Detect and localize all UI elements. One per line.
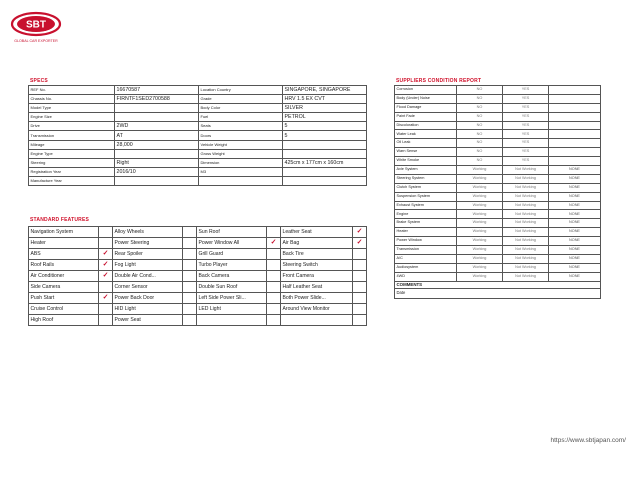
condition-row	[395, 130, 601, 139]
condition-option: Working	[457, 254, 503, 263]
standard-features-title: STANDARD FEATURES	[30, 217, 90, 223]
check-cell	[99, 282, 113, 293]
feature-name: Both Power Slide...	[281, 293, 353, 304]
condition-option: YES	[503, 103, 549, 112]
condition-row	[395, 210, 601, 219]
spec-label: REF No.	[29, 86, 115, 95]
check-cell	[353, 249, 367, 260]
spec-label: M3	[199, 167, 283, 176]
check-cell	[267, 315, 281, 326]
condition-option: NO	[457, 157, 503, 166]
condition-row	[395, 192, 601, 201]
spec-value: SILVER	[283, 104, 367, 113]
check-cell	[99, 238, 113, 249]
feature-row	[29, 271, 367, 282]
feature-row	[29, 249, 367, 260]
spec-value: SINGAPORE, SINGAPORE	[283, 86, 367, 95]
condition-option: NONE	[549, 228, 601, 237]
condition-label: Corrosion	[395, 86, 457, 95]
condition-option: NO	[457, 121, 503, 130]
check-cell	[267, 282, 281, 293]
feature-name: Heater	[29, 238, 99, 249]
condition-option: NONE	[549, 210, 601, 219]
spec-label: Engine Size	[29, 113, 115, 122]
spec-label: Vehicle Weight	[199, 140, 283, 149]
logo-text: SBT	[26, 19, 46, 31]
condition-label: Audiosystem	[395, 263, 457, 272]
feature-name: Sun Roof	[197, 227, 267, 238]
condition-label: 4WD	[395, 272, 457, 281]
specs-row	[29, 113, 367, 122]
condition-label: Clutch System	[395, 183, 457, 192]
check-cell	[183, 227, 197, 238]
spec-label: Chassis No.	[29, 95, 115, 104]
condition-option: NONE	[549, 174, 601, 183]
condition-option: Working	[457, 219, 503, 228]
spec-label: Steering	[29, 158, 115, 167]
feature-row	[29, 227, 367, 238]
check-cell	[183, 282, 197, 293]
condition-row	[395, 86, 601, 95]
date-field: Date	[395, 288, 601, 298]
feature-name: Fog Light	[113, 260, 183, 271]
specs-row	[29, 158, 367, 167]
condition-option: Working	[457, 272, 503, 281]
spec-value	[283, 176, 367, 185]
condition-option: YES	[503, 112, 549, 121]
condition-row	[395, 201, 601, 210]
condition-option: Not Working	[503, 201, 549, 210]
empty-cell	[549, 103, 601, 112]
check-cell	[183, 293, 197, 304]
spec-value: 5	[283, 131, 367, 140]
feature-name: Half Leather Seat	[281, 282, 353, 293]
spec-label: Model Type	[29, 104, 115, 113]
specs-row	[29, 131, 367, 140]
spec-value	[115, 149, 199, 158]
spec-value: 16670587	[115, 86, 199, 95]
check-cell	[353, 271, 367, 282]
condition-option: Working	[457, 210, 503, 219]
check-cell	[353, 260, 367, 271]
spec-value	[283, 167, 367, 176]
feature-name: Cruise Control	[29, 304, 99, 315]
condition-label: Power Window	[395, 237, 457, 246]
condition-label: Body (Under) Noise	[395, 94, 457, 103]
condition-option: NO	[457, 148, 503, 157]
check-cell	[183, 260, 197, 271]
condition-label: Transmission	[395, 246, 457, 255]
feature-name: Air Bag	[281, 238, 353, 249]
condition-option: NO	[457, 86, 503, 95]
condition-label: Paint Fade	[395, 112, 457, 121]
specs-row	[29, 104, 367, 113]
condition-option: Not Working	[503, 192, 549, 201]
spec-label: Fuel	[199, 113, 283, 122]
spec-label: Grade	[199, 95, 283, 104]
condition-row	[395, 254, 601, 263]
condition-label: Brake System	[395, 219, 457, 228]
feature-name: Turbo Player	[197, 260, 267, 271]
condition-label: Flood Damage	[395, 103, 457, 112]
condition-option: YES	[503, 94, 549, 103]
condition-row	[395, 139, 601, 148]
spec-label: Transmission	[29, 131, 115, 140]
feature-row	[29, 315, 367, 326]
sbt-logo	[8, 8, 64, 48]
standard-features-table	[28, 226, 367, 326]
feature-name: Double Sun Roof	[197, 282, 267, 293]
check-icon: ✓	[353, 227, 367, 238]
feature-name: Power Window All	[197, 238, 267, 249]
check-cell	[99, 315, 113, 326]
specs-row	[29, 86, 367, 95]
condition-label: Exhaust System	[395, 201, 457, 210]
spec-value: 2WD	[115, 122, 199, 131]
feature-name: Left Side Power Sli...	[197, 293, 267, 304]
condition-report-table	[394, 85, 601, 299]
condition-option: NONE	[549, 254, 601, 263]
condition-option: Not Working	[503, 237, 549, 246]
check-cell	[267, 293, 281, 304]
feature-name: Grill Guard	[197, 249, 267, 260]
condition-label: Warn Sense	[395, 148, 457, 157]
condition-option: YES	[503, 121, 549, 130]
feature-name: Navigation System	[29, 227, 99, 238]
check-cell	[267, 271, 281, 282]
condition-option: YES	[503, 86, 549, 95]
check-cell	[267, 227, 281, 238]
check-cell	[183, 315, 197, 326]
condition-option: NO	[457, 139, 503, 148]
spec-value: Right	[115, 158, 199, 167]
condition-row	[395, 263, 601, 272]
spec-label	[199, 176, 283, 185]
check-cell	[267, 260, 281, 271]
condition-label: White Smoke	[395, 157, 457, 166]
empty-cell	[549, 139, 601, 148]
condition-label: A/C	[395, 254, 457, 263]
check-icon: ✓	[99, 260, 113, 271]
condition-label: Oil Leak	[395, 139, 457, 148]
spec-value: 28,000	[115, 140, 199, 149]
feature-name: Power Back Door	[113, 293, 183, 304]
condition-row	[395, 94, 601, 103]
condition-label: Engine	[395, 210, 457, 219]
condition-option: Not Working	[503, 174, 549, 183]
feature-name: Power Steering	[113, 238, 183, 249]
condition-option: Working	[457, 228, 503, 237]
spec-label: Dimension	[199, 158, 283, 167]
condition-option: NO	[457, 103, 503, 112]
check-cell	[353, 293, 367, 304]
spec-label: Body Color	[199, 104, 283, 113]
specs-row	[29, 149, 367, 158]
spec-label: Doors	[199, 131, 283, 140]
condition-option: YES	[503, 157, 549, 166]
condition-option: NONE	[549, 183, 601, 192]
empty-cell	[549, 121, 601, 130]
condition-row	[395, 112, 601, 121]
feature-name: Alloy Wheels	[113, 227, 183, 238]
feature-name: Side Camera	[29, 282, 99, 293]
spec-label: Location Country	[199, 86, 283, 95]
feature-name: Back Tire	[281, 249, 353, 260]
spec-label: Mileage	[29, 140, 115, 149]
condition-option: Working	[457, 192, 503, 201]
condition-option: Not Working	[503, 166, 549, 175]
logo-tagline: GLOBAL CAR EXPORTER	[14, 39, 58, 43]
condition-row	[395, 157, 601, 166]
feature-row	[29, 238, 367, 249]
condition-option: Not Working	[503, 183, 549, 192]
specs-row	[29, 140, 367, 149]
feature-name: Power Seat	[113, 315, 183, 326]
condition-option: NO	[457, 94, 503, 103]
feature-name	[281, 315, 353, 326]
check-icon: ✓	[353, 238, 367, 249]
spec-value: 2016/10	[115, 167, 199, 176]
spec-value	[115, 104, 199, 113]
check-cell	[267, 249, 281, 260]
condition-row	[395, 237, 601, 246]
condition-option: NO	[457, 112, 503, 121]
feature-name: Rear Spoiler	[113, 249, 183, 260]
condition-option: YES	[503, 130, 549, 139]
condition-option: NONE	[549, 263, 601, 272]
spec-label: Gross Weight	[199, 149, 283, 158]
condition-label: Steering System	[395, 174, 457, 183]
feature-row	[29, 260, 367, 271]
empty-cell	[549, 112, 601, 121]
spec-value	[283, 140, 367, 149]
condition-option: NONE	[549, 237, 601, 246]
feature-name: High Roof	[29, 315, 99, 326]
date-row	[395, 288, 601, 298]
condition-option: Not Working	[503, 254, 549, 263]
check-cell	[183, 304, 197, 315]
condition-row	[395, 183, 601, 192]
feature-row	[29, 304, 367, 315]
comments-row	[395, 281, 601, 288]
spec-value: 425cm x 177cm x 160cm	[283, 158, 367, 167]
condition-option: Not Working	[503, 246, 549, 255]
feature-name: Front Camera	[281, 271, 353, 282]
check-icon: ✓	[99, 271, 113, 282]
feature-name: Leather Seat	[281, 227, 353, 238]
condition-row	[395, 174, 601, 183]
empty-cell	[549, 86, 601, 95]
condition-option: Working	[457, 237, 503, 246]
spec-value	[115, 113, 199, 122]
check-cell	[267, 304, 281, 315]
condition-option: NONE	[549, 246, 601, 255]
condition-option: Not Working	[503, 263, 549, 272]
specs-row	[29, 122, 367, 131]
condition-option: NONE	[549, 192, 601, 201]
comments-box: COMMENTS	[395, 281, 601, 288]
condition-row	[395, 121, 601, 130]
condition-option: YES	[503, 148, 549, 157]
feature-name: Double Air Cond...	[113, 271, 183, 282]
condition-option: Working	[457, 166, 503, 175]
specs-row	[29, 95, 367, 104]
check-cell	[353, 282, 367, 293]
check-cell	[99, 304, 113, 315]
feature-name: Back Camera	[197, 271, 267, 282]
spec-value: AT	[115, 131, 199, 140]
check-cell	[183, 271, 197, 282]
condition-label: Heater	[395, 228, 457, 237]
condition-label: Discoloration	[395, 121, 457, 130]
check-icon: ✓	[99, 249, 113, 260]
feature-name: Around View Monitor	[281, 304, 353, 315]
check-cell	[99, 227, 113, 238]
condition-label: Suspension System	[395, 192, 457, 201]
check-cell	[353, 304, 367, 315]
spec-value	[283, 149, 367, 158]
condition-option: NONE	[549, 272, 601, 281]
feature-name: Air Conditioner	[29, 271, 99, 282]
feature-name: ABS	[29, 249, 99, 260]
specs-row	[29, 176, 367, 185]
feature-row	[29, 282, 367, 293]
spec-label: Drive	[29, 122, 115, 131]
condition-label: Axle System	[395, 166, 457, 175]
condition-option: NONE	[549, 166, 601, 175]
spec-value: 5	[283, 122, 367, 131]
spec-value: HRV 1.5 EX CVT	[283, 95, 367, 104]
feature-name: Push Start	[29, 293, 99, 304]
specs-row	[29, 167, 367, 176]
condition-option: NONE	[549, 219, 601, 228]
condition-option: Working	[457, 201, 503, 210]
condition-row	[395, 166, 601, 175]
condition-row	[395, 228, 601, 237]
empty-cell	[549, 130, 601, 139]
condition-row	[395, 246, 601, 255]
condition-option: Not Working	[503, 210, 549, 219]
condition-row	[395, 219, 601, 228]
feature-name: Steering Switch	[281, 260, 353, 271]
condition-row	[395, 272, 601, 281]
condition-option: YES	[503, 139, 549, 148]
check-cell	[183, 238, 197, 249]
condition-option: NONE	[549, 201, 601, 210]
empty-cell	[549, 157, 601, 166]
condition-option: Working	[457, 183, 503, 192]
feature-name: Roof Rails	[29, 260, 99, 271]
spec-label: Engine Type	[29, 149, 115, 158]
website-url[interactable]: https://www.sbtjapan.com/	[550, 437, 626, 444]
condition-option: Not Working	[503, 228, 549, 237]
condition-label: Water Leak	[395, 130, 457, 139]
check-icon: ✓	[267, 238, 281, 249]
feature-name	[197, 315, 267, 326]
condition-row	[395, 148, 601, 157]
condition-option: Not Working	[503, 219, 549, 228]
feature-name: Corner Sensor	[113, 282, 183, 293]
feature-name: HID Light	[113, 304, 183, 315]
feature-name: LED Light	[197, 304, 267, 315]
specs-title: SPECS	[30, 78, 48, 84]
condition-option: Working	[457, 263, 503, 272]
empty-cell	[549, 148, 601, 157]
specs-table	[28, 85, 367, 186]
condition-option: NO	[457, 130, 503, 139]
check-cell	[353, 315, 367, 326]
condition-row	[395, 103, 601, 112]
spec-label: Registration Year	[29, 167, 115, 176]
spec-label: Manufacture Year	[29, 176, 115, 185]
condition-report-title: SUPPLIERS CONDITION REPORT	[396, 78, 482, 84]
condition-option: Working	[457, 174, 503, 183]
condition-option: Not Working	[503, 272, 549, 281]
check-icon: ✓	[99, 293, 113, 304]
spec-value: FIRNTF1SED2700588	[115, 95, 199, 104]
check-cell	[183, 249, 197, 260]
feature-row	[29, 293, 367, 304]
spec-value	[115, 176, 199, 185]
spec-label: Seats	[199, 122, 283, 131]
spec-value: PETROL	[283, 113, 367, 122]
empty-cell	[549, 94, 601, 103]
condition-option: Working	[457, 246, 503, 255]
